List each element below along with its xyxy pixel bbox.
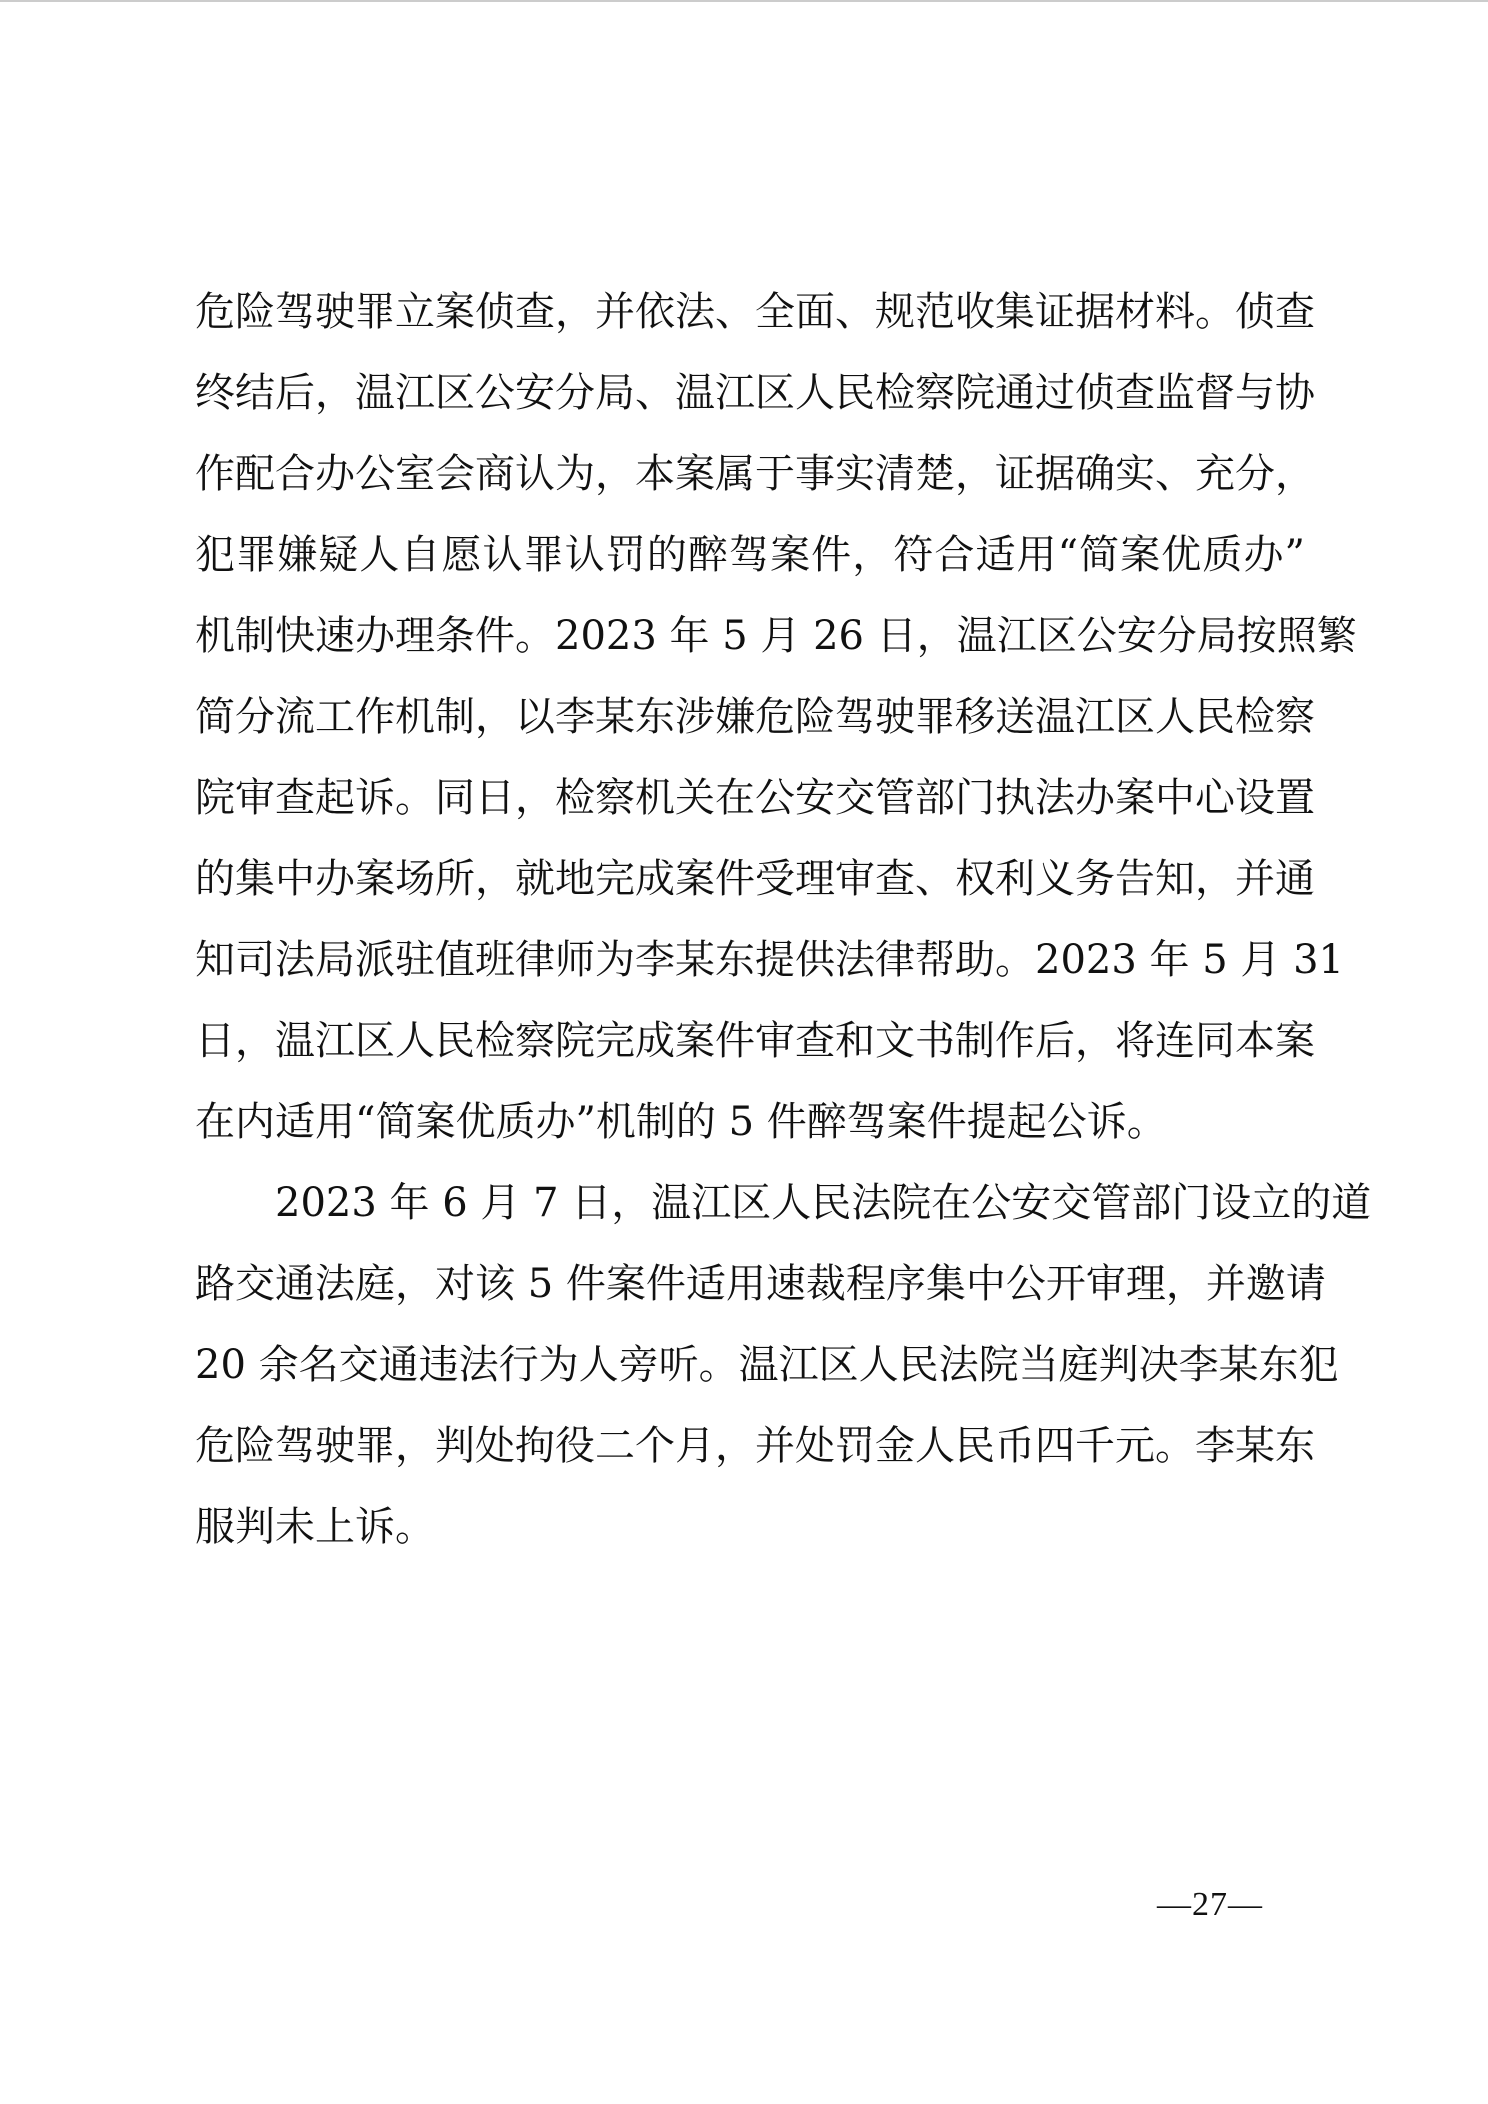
- top-border-line: [0, 0, 1488, 2]
- text-line: 简分流工作机制，以李某东涉嫌危险驾驶罪移送温江区人民检察: [195, 694, 1315, 740]
- text-line: 终结后，温江区公安分局、温江区人民检察院通过侦查监督与协: [195, 370, 1315, 416]
- text-line: 日，温江区人民检察院完成案件审查和文书制作后，将连同本案: [195, 1018, 1315, 1064]
- text-line: 危险驾驶罪立案侦查，并依法、全面、规范收集证据材料。侦查: [195, 289, 1315, 335]
- text-line: 路交通法庭，对该 5 件案件适用速裁程序集中公开审理，并邀请: [195, 1261, 1326, 1307]
- text-line: 知司法局派驻值班律师为李某东提供法律帮助。2023 年 5 月 31: [195, 937, 1345, 983]
- body-text: [195, 272, 1372, 1568]
- text-line: 犯罪嫌疑人自愿认罪认罚的醉驾案件，符合适用“简案优质办”: [195, 532, 1305, 578]
- page-number: —27—: [1157, 1886, 1263, 1923]
- text-line: 服判未上诉。: [195, 1504, 435, 1550]
- text-line: 的集中办案场所，就地完成案件受理审查、权利义务告知，并通: [195, 856, 1315, 902]
- text-line: 2023 年 6 月 7 日，温江区人民法院在公安交管部门设立的道: [195, 1180, 1372, 1226]
- text-line: 20 余名交通违法行为人旁听。温江区人民法院当庭判决李某东犯: [195, 1342, 1339, 1388]
- text-line: 危险驾驶罪，判处拘役二个月，并处罚金人民币四千元。李某东: [195, 1423, 1315, 1469]
- text-line: 作配合办公室会商认为，本案属于事实清楚，证据确实、充分，: [195, 451, 1315, 497]
- text-line: 机制快速办理条件。2023 年 5 月 26 日，温江区公安分局按照繁: [195, 613, 1357, 659]
- text-line: 在内适用“简案优质办”机制的 5 件醉驾案件提起公诉。: [195, 1099, 1167, 1145]
- text-line: 院审查起诉。同日，检察机关在公安交管部门执法办案中心设置: [195, 775, 1315, 821]
